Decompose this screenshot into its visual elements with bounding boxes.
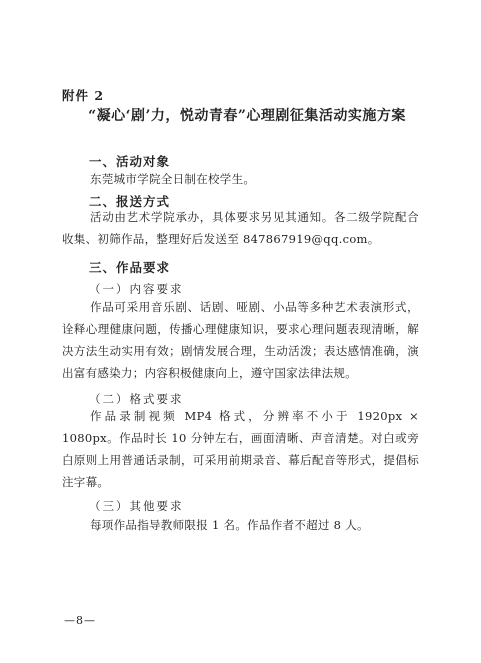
page-number: —8— [64,614,96,627]
section-text-target: 东莞城市学院全日制在校学生。 [90,172,256,186]
section-heading-submission: 二、报送方式 [89,194,171,209]
section-text-submission: 活动由艺术学院承办，具体要求另见其通知。各二级学院配合收集、初筛作品，整理好后发送至 847867919@qq.com。 [62,210,419,246]
subheading-format: （二）格式要求 [89,392,184,406]
attachment-label: 附件 2 [62,88,105,103]
text-format-requirements: 作品录制视频 MP4 格式，分辨率不小于 1920px × 1080px。作品时长 10 分钟左右，画面清晰、声音清楚。对白或旁白原则上用普通话录制，可采用前期录音、幕后配音等形式，提倡标注字幕。 [62,409,419,489]
section-heading-target: 一、活动对象 [89,154,171,169]
section-heading-requirements: 三、作品要求 [89,260,171,275]
text-other-requirements: 每项作品指导教师限报 1 名。作品作者不超过 8 人。 [90,518,369,532]
subheading-content: （一）内容要求 [89,282,184,296]
document-title: “凝心‘剧’力，悦动青春”心理剧征集活动实施方案 [88,108,406,124]
subheading-other: （三）其他要求 [89,499,184,513]
text-content-requirements: 作品可采用音乐剧、话剧、哑剧、小品等多种艺术表演形式，诠释心理健康问题，传播心理健康知识，要求心理问题表现清晰，解决方法生动实用有效；剧情发展合理，生动活泼；表达感情准确，演出富有感染力；内容积极健康向上，遵守国家法律法规。 [62,300,419,380]
